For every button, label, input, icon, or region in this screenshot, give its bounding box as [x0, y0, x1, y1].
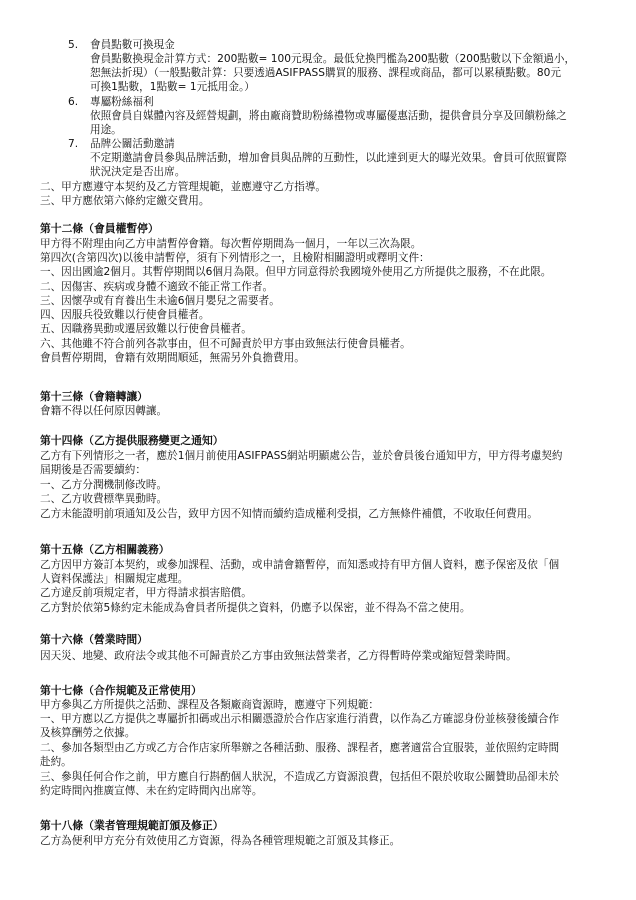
clause-text: 一、因出國逾2個月。其暫停期間以6個月為限。但甲方同意得於我國境外使用乙方所提供之服務，不在此限。 [40, 266, 552, 278]
clause-text: 乙方有下列情形之一者，應於1個月前使用ASIFPASS網站明顯處公告，並於會員後台通知甲方，甲方得考慮契約 [40, 450, 563, 462]
section-heading: 第十三條（會籍轉讓） [40, 390, 148, 403]
item-text: 恕無法折現）（一般點數計算：只要透過ASIFPASS購買的服務、課程或商品，都可以累積點數。80元 [90, 67, 561, 79]
clause-text: 及核算酬勞之依據。 [40, 727, 136, 739]
clause-text: 乙方對於依第5條約定未能成為會員者所提供之資料，仍應予以保密，並不得為不當之使用。 [40, 602, 471, 614]
clause-text: 三、甲方應依第六條約定繳交費用。 [40, 195, 210, 207]
clause-text: 會籍不得以任何原因轉讓。 [40, 405, 168, 417]
clause-text: 二、乙方收費標準異動時。 [40, 493, 168, 505]
section-heading: 第十四條（乙方提供服務變更之通知） [40, 434, 224, 447]
clause-text: 二、甲方應遵守本契約及乙方管理規範，並應遵守乙方指導。 [40, 181, 327, 193]
item-title: 專屬粉絲福利 [90, 96, 154, 108]
clause-text: 赴約。 [40, 756, 72, 768]
clause-text: 會員暫停期間，會籍有效期間順延，無需另外負擔費用。 [40, 352, 305, 364]
clause-text: 五、因職務異動或遷居致難以行使會員權者。 [40, 323, 252, 335]
clause-text: 乙方因甲方簽訂本契約，或參加課程、活動，或申請會籍暫停，而知悉或持有甲方個人資料，應予保密及依「個 [40, 559, 560, 571]
item-title: 品牌公關活動邀請 [90, 138, 175, 150]
clause-text: 乙方違反前項規定者，甲方得請求損害賠償。 [40, 587, 252, 599]
clause-text: 甲方得不附理由向乙方申請暫停會籍。每次暫停期間為一個月，一年以三次為限。 [40, 238, 422, 250]
item-title: 會員點數可換現金 [90, 39, 175, 51]
clause-text: 三、因懷孕或有育養出生未逾6個月嬰兒之需要者。 [40, 295, 280, 307]
clause-text: 六、其他雖不符合前列各款事由，但不可歸責於甲方事由致無法行使會員權者。 [40, 338, 411, 350]
item-number: 5. [68, 39, 79, 51]
clause-text: 乙方為便利甲方充分有效使用乙方資源，得為各種管理規範之訂頒及其修正。 [40, 835, 401, 847]
section-heading: 第十二條（會員權暫停） [40, 222, 159, 235]
item-text: 用途。 [90, 124, 122, 136]
clause-text: 甲方參與乙方所提供之活動、課程及各類廠商資源時，應遵守下列規範： [40, 699, 379, 711]
section-heading: 第十七條（合作規範及正常使用） [40, 684, 202, 697]
clause-text: 四、因服兵役致難以行使會員權者。 [40, 309, 210, 321]
clause-text: 約定時間內推廣宣傳、未在約定時間內出席等。 [40, 785, 263, 797]
item-number: 7. [68, 138, 79, 150]
item-text: 依照會員自媒體內容及經營規劃，將由廠商贊助粉絲禮物或專屬優惠活動，提供會員分享及回饋粉絲之 [90, 110, 567, 122]
clause-text: 乙方未能證明前項通知及公告，致甲方因不知情而續約造成權利受損，乙方無條件補償，不收取任何費用。 [40, 508, 538, 520]
clause-text: 人資料保護法」相關規定處理。 [40, 573, 189, 585]
clause-text: 二、參加各類型由乙方或乙方合作店家所舉辦之各種活動、服務、課程者，應著適當合宜服裝，並依照約定時間 [40, 742, 560, 754]
clause-text: 屆期後是否需要續約： [40, 464, 146, 476]
clause-text: 二、因傷害、疾病或身體不適致不能正常工作者。 [40, 281, 274, 293]
clause-text: 第四次(含第四次)以後申請暫停，須有下列情形之一，且檢附相關證明或釋明文件： [40, 252, 430, 264]
section-heading: 第十六條（營業時間） [40, 633, 148, 646]
clause-text: 一、甲方應以乙方提供之專屬折扣碼或出示相關憑證於合作店家進行消費，以作為乙方確認身份並核發後續合作 [40, 713, 560, 725]
section-heading: 第十五條（乙方相關義務） [40, 543, 170, 556]
clause-text: 三、參與任何合作之前，甲方應自行斟酌個人狀況，不造成乙方資源浪費，包括但不限於收取公關贊助品卻未於 [40, 771, 560, 783]
item-text: 可換1點數，1點數= 1元抵用金。） [90, 81, 255, 93]
item-text: 不定期邀請會員參與品牌活動，增加會員與品牌的互動性，以此達到更大的曝光效果。會員可依照實際 [90, 152, 567, 164]
item-number: 6. [68, 96, 79, 108]
clause-text: 一、乙方分潤機制修改時。 [40, 479, 168, 491]
item-text: 狀況決定是否出席。 [90, 166, 186, 178]
item-text: 會員點數換現金計算方式：200點數= 100元現金。最低兌換門檻為200點數（200點數以下金額過小， [90, 53, 576, 65]
section-heading: 第十八條（業者管理規範訂頒及修正） [40, 819, 224, 832]
clause-text: 因天災、地變、政府法令或其他不可歸責於乙方事由致無法營業者，乙方得暫時停業或縮短營業時間。 [40, 650, 517, 662]
